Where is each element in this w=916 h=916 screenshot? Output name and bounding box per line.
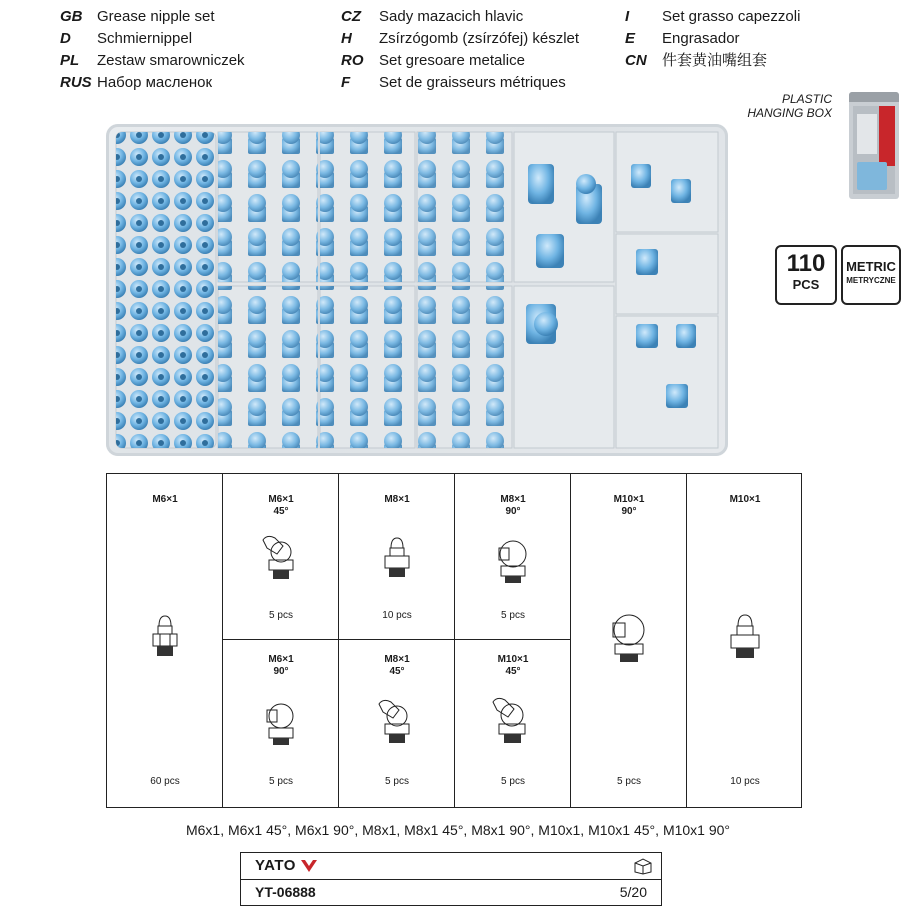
lang-code: H [341, 30, 352, 47]
packaging-label [726, 92, 832, 120]
lang-col-2 [341, 6, 621, 96]
angle-label: 90° [273, 666, 289, 677]
straight-nipple-icon [725, 612, 765, 664]
piece-count: 10 pcs [730, 776, 760, 787]
thread-label: M6×1 [268, 494, 294, 505]
piece-count: 10 pcs [382, 610, 412, 621]
thread-label: M10×1 [613, 494, 645, 505]
product-code-table [240, 852, 662, 906]
packaging-thumbnail [849, 92, 899, 199]
lang-text: Zestaw smarowniczek [97, 52, 245, 69]
thread-label: M10×1 [497, 654, 529, 665]
lang-text: Set gresoare metalice [379, 52, 525, 69]
box-icon [633, 857, 653, 875]
lang-text: Set de graisseurs métriques [379, 74, 566, 91]
piece-count: 60 pcs [150, 776, 180, 787]
angled-90-nipple-icon [605, 608, 653, 664]
packaging-line-2: HANGING BOX [747, 106, 832, 120]
sizes-list: M6x1, M6x1 45°, M6x1 90°, M8x1, M8x1 45°, M8x1 90°, M10x1, M10x1 45°, M10x1 90° [185, 822, 731, 838]
lang-code: E [625, 30, 636, 47]
piece-count: 5 pcs [501, 610, 525, 621]
thread-label: M6×1 [268, 654, 294, 665]
lang-text: Engrasador [662, 30, 740, 47]
angle-label: 90° [505, 506, 521, 517]
brand-mark-icon [301, 860, 317, 872]
spec-table [106, 473, 802, 808]
lang-col-3 [625, 6, 825, 76]
lang-code: RUS [60, 74, 92, 91]
product-photo-art [106, 124, 728, 456]
quantity-badge [775, 245, 837, 305]
quantity-unit: PCS [792, 277, 820, 292]
lang-text: Schmiernippel [97, 30, 193, 47]
piece-count: 5 pcs [269, 776, 293, 787]
straight-nipple-icon [379, 534, 415, 582]
lang-text: Zsírzógomb (zsírzófej) készlet [379, 30, 580, 47]
angled-45-nipple-icon [257, 532, 301, 582]
lang-text: Set grasso capezzoli [662, 8, 801, 25]
piece-count: 5 pcs [269, 610, 293, 621]
angled-45-nipple-icon [373, 696, 417, 746]
metric-line-2: METRYCZNE [846, 276, 896, 285]
piece-count: 5 pcs [617, 776, 641, 787]
angled-45-nipple-icon [487, 694, 533, 746]
angle-label: 90° [621, 506, 637, 517]
lang-code: CN [625, 52, 647, 69]
lang-text: Sady mazacich hlavic [379, 8, 524, 25]
piece-count: 5 pcs [501, 776, 525, 787]
thread-label: M8×1 [500, 494, 526, 505]
lang-code: D [60, 30, 71, 47]
lang-code: CZ [341, 8, 361, 25]
lang-text: Набор масленок [97, 74, 213, 91]
angled-90-nipple-icon [259, 696, 303, 746]
angled-90-nipple-icon [491, 534, 535, 584]
pack-quantity: 5/20 [619, 884, 647, 900]
thread-label: M10×1 [729, 494, 761, 505]
lang-code: F [341, 74, 351, 91]
brand-logo: YATO [255, 857, 296, 874]
thread-label: M6×1 [152, 494, 178, 505]
lang-col-1 [60, 6, 320, 96]
straight-nipple-icon [147, 612, 183, 662]
lang-text: 件套黄油嘴组套 [662, 52, 768, 69]
thread-label: M8×1 [384, 494, 410, 505]
metric-line-1: METRIC [846, 259, 896, 274]
lang-text: Grease nipple set [97, 8, 215, 25]
piece-count: 5 pcs [385, 776, 409, 787]
quantity-number: 110 [786, 250, 826, 277]
product-photo [106, 124, 728, 456]
angle-label: 45° [505, 666, 521, 677]
metric-badge [841, 245, 901, 305]
lang-code: GB [60, 8, 83, 25]
lang-code: I [625, 8, 630, 25]
angle-label: 45° [273, 506, 289, 517]
lang-code: RO [341, 52, 364, 69]
packaging-line-1: PLASTIC [781, 92, 832, 106]
product-code: YT-06888 [255, 884, 316, 900]
thread-label: M8×1 [384, 654, 410, 665]
lang-code: PL [60, 52, 80, 69]
angle-label: 45° [389, 666, 405, 677]
